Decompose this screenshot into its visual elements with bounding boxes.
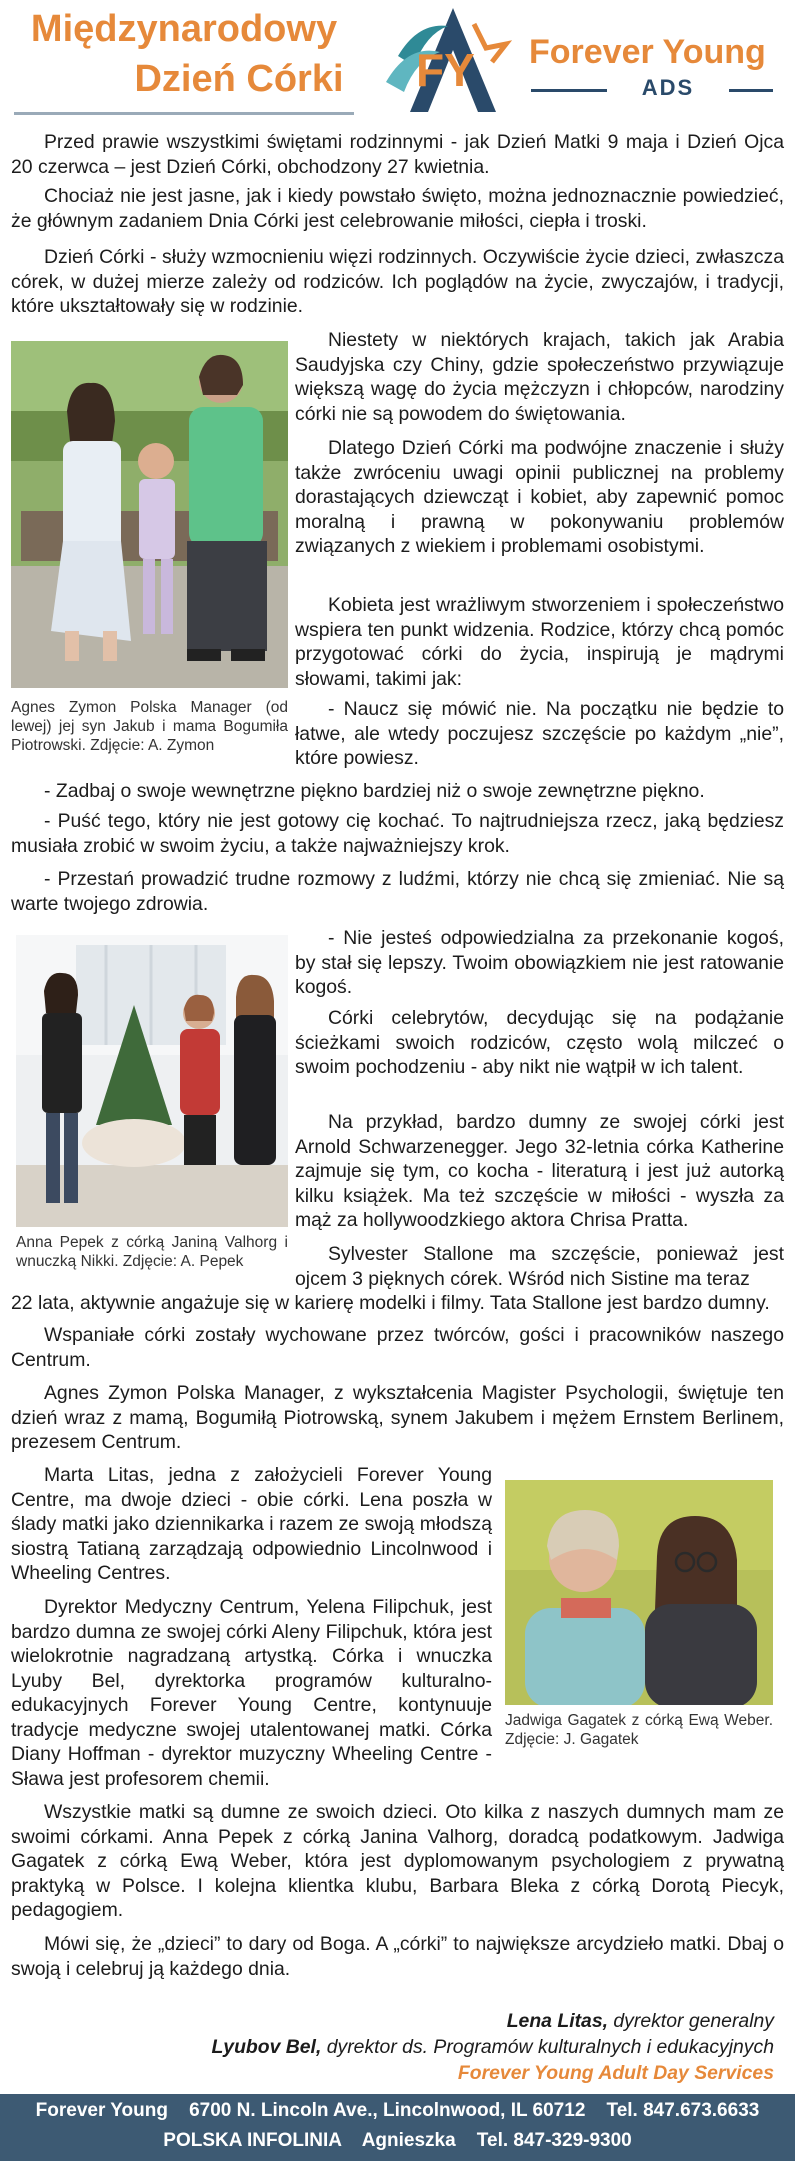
logo-ads-text: ADS [641,75,695,100]
article-paragraph: Na przykład, bardzo dumny ze swojej córki jest Arnold Schwarzenegger. Jego 32-letnia córka Katherine zajmuje się tym, co kocha - literaturą i jest już autorką kilku książek. Ma też szczęście w miłości - wyszła za mąż za hollywoodzkiego aktora Chrisa Pratta. [295,1111,784,1231]
signature-block [211,2008,774,2086]
footer-bar [0,2094,795,2161]
article-paragraph: Przed prawie wszystkimi świętami rodzinnymi - jak Dzień Matki 9 maja i Dzień Ojca 20 czerwca – jest Dzień Córki, obchodzony 27 kwietnia. [11,131,784,178]
page-title [14,4,354,104]
article-paragraph: Dzień Córki - służy wzmocnieniu więzi rodzinnych. Oczywiście życie dzieci, zwłaszcza córek, w dużej mierze zależy od rodziców. Ich poglądów na życie, zwyczajów, i tradycji, które ukształtowały się w rodzinie. [11,246,784,317]
svg-text:FY: FY [416,44,475,96]
title-underline [14,112,354,115]
signature-organization: Forever Young Adult Day Services [457,2062,774,2084]
article-paragraph: - Nie jesteś odpowiedzialna za przekonanie kogoś, by stał się lepszy. Twoim obowiązkiem nie jest ratowanie kogoś. [295,927,784,998]
article-paragraph: - Puść tego, który nie jest gotowy cię kochać. To najtrudniejsza rzecz, jaką będziesz musiała zrobić w swoim życiu, a także najważniejszy krok. [11,810,784,857]
logo-fy-mark-icon [378,4,528,116]
footer-contact-line: Forever Young 6700 N. Lincoln Ave., Lincolnwood, IL 60712 Tel. 847.673.6633 [35,2100,760,2121]
article-paragraph: Agnes Zymon Polska Manager, z wykształcenia Magister Psychologii, świętuje ten dzień wraz z mamą, Bogumiłą Piotrowską, synem Jakubem i mężem Ernstem Berlinem, prezesem Centrum. [11,1382,784,1453]
title-line-2: Dzień Córki [134,58,344,100]
article-paragraph: Córki celebrytów, decydując się na podążanie ścieżkami swoich rodziców, często wolą milczeć o swoim pochodzeniu - aby nikt nie wątpił w ich talent. [295,1007,784,1078]
article-paragraph: Kobieta jest wrażliwym stworzeniem i społeczeństwo wspiera ten punkt widzenia. Rodzice, którzy chcą pomóc przygotować córki do życia, inspirują je mądrymi słowami, takimi jak: [295,594,784,690]
photo-caption: Anna Pepek z córką Janiną Valhorg i wnuczką Nikki. Zdjęcie: A. Pepek [16,1234,288,1270]
logo-divider-left [531,89,607,92]
forever-young-logo [378,4,778,116]
logo-divider-right [729,89,773,92]
signature-role: dyrektor generalny [608,2010,774,2032]
article-paragraph: Marta Litas, jedna z założycieli Forever Young Centre, ma dwoje dzieci - obie córki. Lena poszła w ślady matki jako dziennikarka i razem ze swoją młodszą siostrą Tatianą zarządzają odpowiednio Lincolnwood i Wheeling Centres. [11,1464,492,1584]
photo-caption: Jadwiga Gagatek z córką Ewą Weber. Zdjęcie: J. Gagatek [505,1712,773,1748]
signature-role: dyrektor ds. Programów kulturalnych i edukacyjnych [321,2036,774,2058]
article-paragraph: - Zadbaj o swoje wewnętrzne piękno bardziej niż o swoje zewnętrzne piękno. [44,780,705,802]
signature-line-1 [211,2008,774,2034]
footer-hotline-line: POLSKA INFOLINIA Agnieszka Tel. 847-329-9300 [163,2130,632,2151]
article-paragraph: 22 lata, aktywnie angażuje się w karierę modelki i filmy. Tata Stallone jest bardzo dumny. [11,1292,770,1314]
article-paragraph: Dyrektor Medyczny Centrum, Yelena Filipchuk, jest bardzo dumna ze swojej córki Aleny Filipchuk, która jest wielokrotnie nagradzaną artystką. Córka i wnuczka Lyuby Bel, dyrektorka programów kulturalno-edukacyjnych Forever Young Centre, kontynuuje tradycje medyczne swojej utalentowanej matki. Córka Diany Hoffman - dyrektor muzyczny Wheeling Centre - Sława jest profesorem chemii. [11,1596,492,1790]
article-paragraph: Wspaniałe córki zostały wychowane przez twórców, gości i pracowników naszego Centrum. [11,1324,784,1371]
article-paragraph: Wszystkie matki są dumne ze swoich dzieci. Oto kilka z naszych dumnych mam ze swoimi córkami. Anna Pepek z córką Janina Valhorg, doradcą podatkowym. Jadwiga Gagatek z córką Ewą Weber, która jest dyplomowanym psychologiem z prywatną praktyką w Polsce. I kolejna klientka klubu, Barbara Bleka z córką Dorotą Piecyk, pedagogiem. [11,1801,784,1921]
article-paragraph: Dlatego Dzień Córki ma podwójne znaczenie i służy także zwróceniu uwagi opinii publicznej na problemy dorastających dziewcząt i kobiet, aby zapewnić pomoc moralną i prawną w pokonywaniu problemów związanych z wiekiem i problemami osobistymi. [295,437,784,557]
article-paragraph: - Przestań prowadzić trudne rozmowy z ludźmi, którzy nie chcą się zmieniać. Nie są warte twojego zdrowia. [11,868,784,915]
logo-brand-text: Forever Young [529,33,766,71]
article-paragraph: Chociaż nie jest jasne, jak i kiedy powstało święto, można jednoznacznie powiedzieć, że głównym zadaniem Dnia Córki jest celebrowanie miłości, ciepła i troski. [11,185,784,232]
photo-gagatek-family [505,1480,773,1705]
signature-name: Lena Litas, [506,2010,608,2032]
article-paragraph: Mówi się, że „dzieci” to dary od Boga. A „córki” to największe arcydzieło matki. Dbaj o swoją i celebruj ją każdego dnia. [11,1933,784,1980]
photo-zymon-family [11,341,288,688]
photo-pepek-family [16,935,288,1227]
article-paragraph: - Naucz się mówić nie. Na początku nie będzie to łatwe, ale wtedy poczujesz szczęście po każdym „nie”, które powiesz. [295,698,784,769]
article-paragraph: Sylvester Stallone ma szczęście, ponieważ jest ojcem 3 pięknych córek. Wśród nich Sistine ma teraz [295,1243,784,1290]
article-paragraph: Niestety w niektórych krajach, takich jak Arabia Saudyjska czy Chiny, gdzie społeczeństwo przywiązuje większą wagę do życia mężczyzn i chłopców, narodziny córki nie są powodem do świętowania. [295,329,784,425]
title-line-1: Międzynarodowy [30,8,338,50]
photo-caption: Agnes Zymon Polska Manager (od lewej) jej syn Jakub i mama Bogumiła Piotrowski. Zdjęcie: A. Zymon [11,699,288,754]
signature-line-2 [211,2034,774,2060]
signature-name: Lyubov Bel, [211,2036,322,2058]
